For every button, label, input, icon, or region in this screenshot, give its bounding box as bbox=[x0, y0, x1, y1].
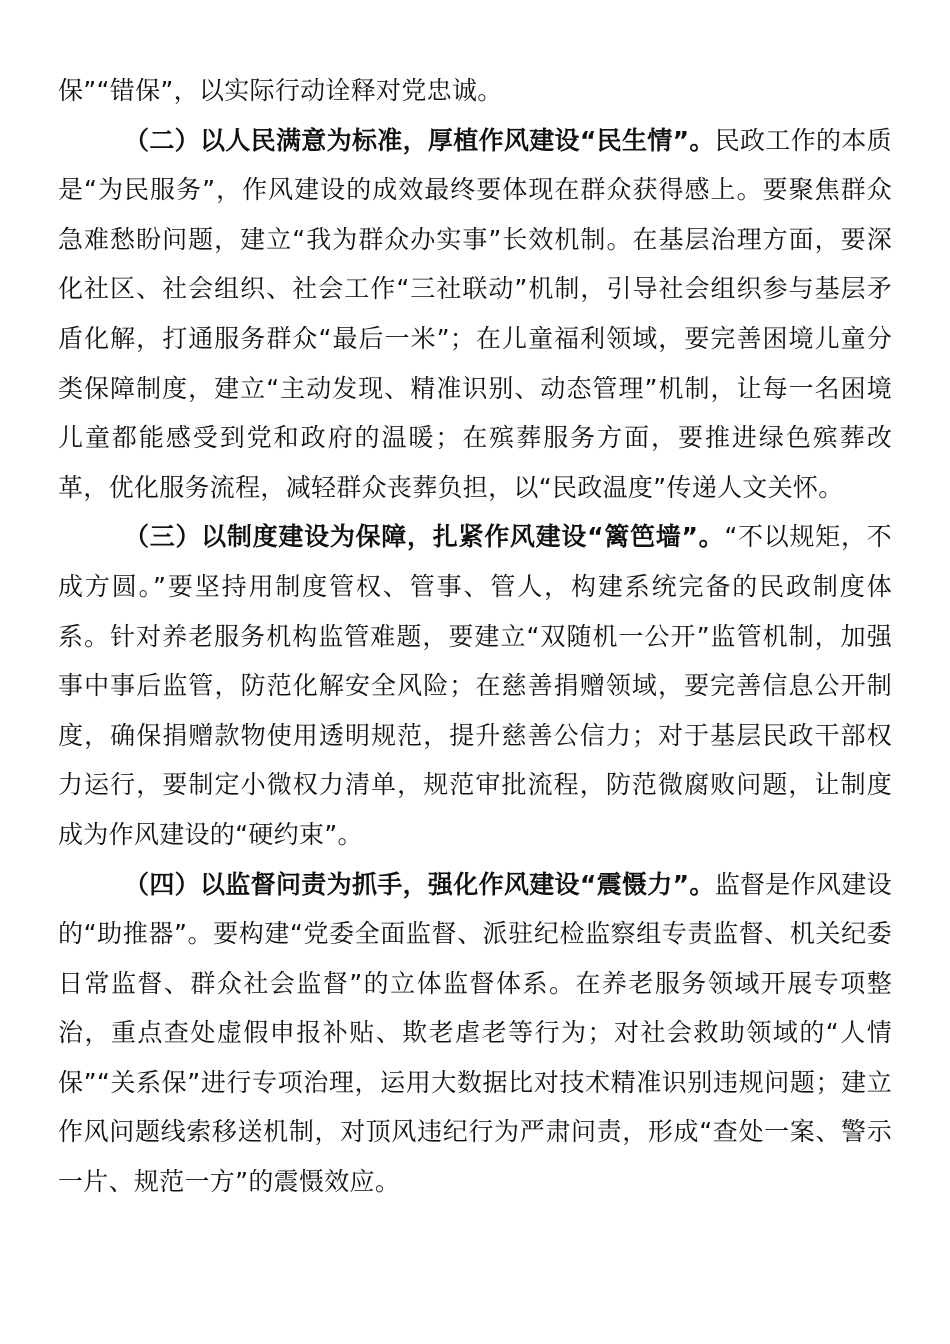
document-body bbox=[58, 66, 892, 1207]
paragraph-body: 监督是作风建设的“助推器”。要构建“党委全面监督、派驻纪检监察组专责监督、机关纪委日常监督、群众社会监督”的立体监督体系。在养老服务领域开展专项整治，重点查处虚假申报补贴、欺老虐老等行为；对社会救助领域的“人情保”“关系保”进行专项治理，运用大数据比对技术精准识别违规问题；建立作风问题线索移送机制，对顶风违纪行为严肃问责，形成“查处一案、警示一片、规范一方”的震慑效应。 bbox=[58, 869, 892, 1197]
paragraph-body: “不以规矩，不成方圆。”要坚持用制度管权、管事、管人，构建系统完备的民政制度体系。针对养老服务机构监管难题，要建立“双随机一公开”监管机制，加强事中事后监管，防范化解安全风险；在慈善捐赠领域，要完善信息公开制度，确保捐赠款物使用透明规范，提升慈善公信力；对于基层民政干部权力运行，要制定小微权力清单，规范审批流程，防范微腐败问题，让制度成为作风建设的“硬约束”。 bbox=[58, 522, 892, 849]
section-heading: （二）以人民满意为标准，厚植作风建设“民生情”。 bbox=[124, 125, 715, 155]
paragraph-body: 民政工作的本质是“为民服务”，作风建设的成效最终要体现在群众获得感上。要聚焦群众急难愁盼问题，建立“我为群众办实事”长效机制。在基层治理方面，要深化社区、社会组织、社会工作“三社联动”机制，引导社会组织参与基层矛盾化解，打通服务群众“最后一米”；在儿童福利领域，要完善困境儿童分类保障制度，建立“主动发现、精准识别、动态管理”机制，让每一名困境儿童都能感受到党和政府的温暖；在殡葬服务方面，要推进绿色殡葬改革，优化服务流程，减轻群众丧葬负担，以“民政温度”传递人文关怀。 bbox=[58, 125, 892, 502]
section-heading: （三）以制度建设为保障，扎紧作风建设“篱笆墙”。 bbox=[124, 522, 725, 552]
paragraph-section-4 bbox=[58, 860, 892, 1207]
paragraph-body: 保”“错保”，以实际行动诠释对党忠诚。 bbox=[58, 76, 503, 105]
paragraph-section-3 bbox=[58, 512, 892, 859]
section-heading: （四）以监督问责为抓手，强化作风建设“震慑力”。 bbox=[124, 869, 715, 899]
paragraph-continuation bbox=[58, 66, 892, 116]
paragraph-section-2 bbox=[58, 116, 892, 513]
